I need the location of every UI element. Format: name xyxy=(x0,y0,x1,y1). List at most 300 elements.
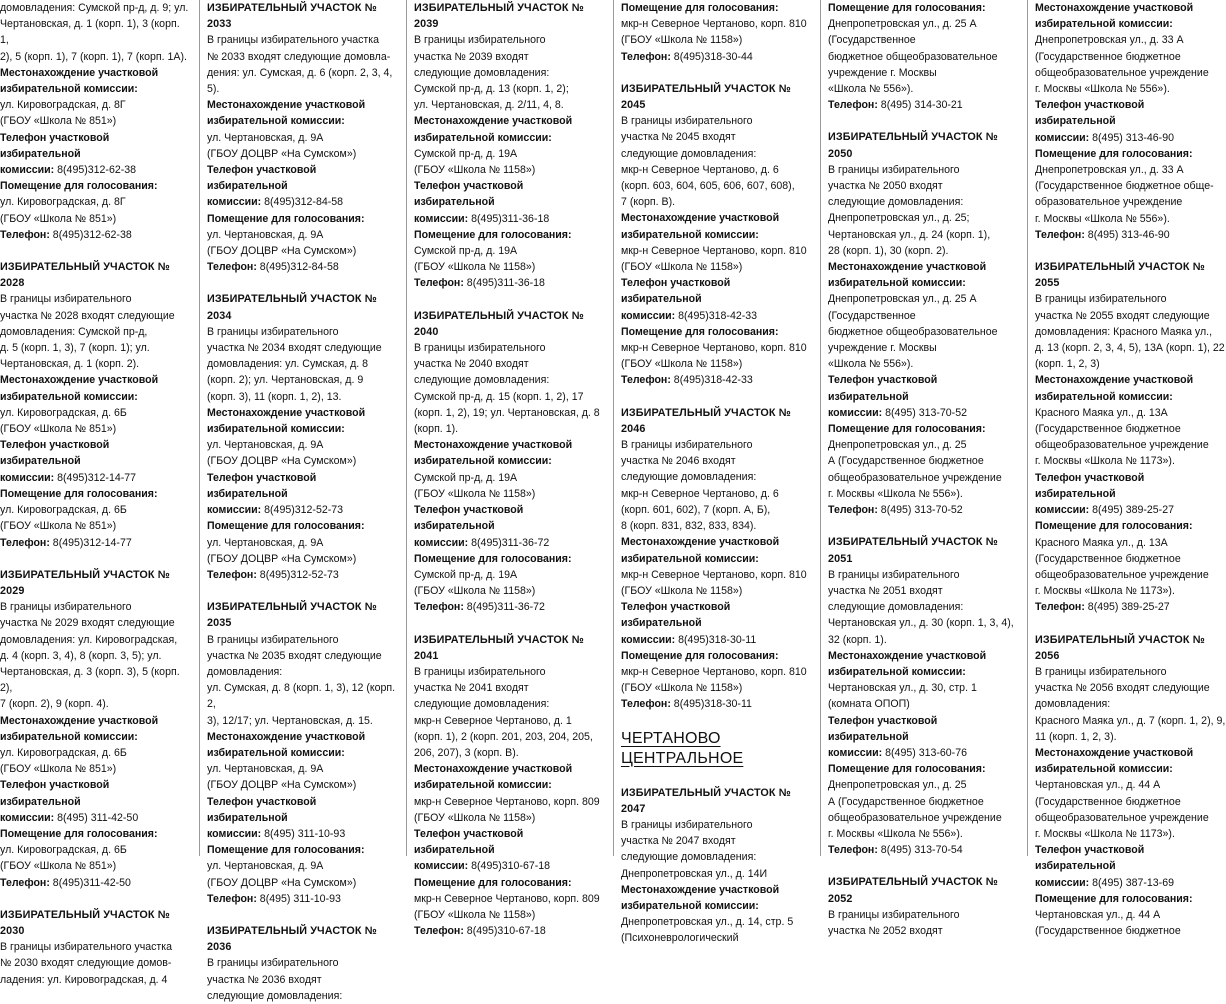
field-label: Местонахождение участковой xyxy=(414,439,573,452)
body-text-line: г. Москвы «Школа № 556»). xyxy=(828,827,963,840)
phone-number: 8(495)318-30-44 xyxy=(670,50,753,63)
phone-number: 8(495)311-36-72 xyxy=(468,536,550,549)
phone-line xyxy=(1035,502,1226,518)
precinct-block xyxy=(0,259,191,551)
precinct-heading: ИЗБИРАТЕЛЬНЫЙ УЧАСТОК № 2029 xyxy=(0,568,170,597)
body-text-line: В границы избирательного xyxy=(414,342,546,355)
body-text-line: образовательное учреждение xyxy=(1035,196,1183,209)
body-text-line: В границы избирательного xyxy=(1035,293,1167,306)
phone-line xyxy=(207,567,398,583)
body-text-line: (Государственное бюджетное xyxy=(1035,50,1181,63)
phone-label: Телефон: xyxy=(414,277,464,290)
body-text-line: следующие домовладения: xyxy=(621,471,757,484)
body-text-line: дения: ул. Сумская, д. 6 (корп. 2, 3, 4, 5). xyxy=(207,66,393,96)
precinct-block xyxy=(0,907,191,988)
body-text-line: В границы избирательного xyxy=(621,115,753,128)
phone-label: Телефон: xyxy=(828,99,878,112)
body-text-line: участка № 2028 входят следующие xyxy=(0,309,175,322)
field-label: Телефон участковой избирательной xyxy=(414,504,524,533)
body-text-line: (корп. 1), 2 (корп. 201, 203, 204, 205, xyxy=(414,730,593,743)
phone-number: 8(495)318-30-11 xyxy=(670,698,752,711)
field-label: избирательной комиссии: xyxy=(207,115,345,128)
body-text-line: учреждение г. Москвы xyxy=(828,342,937,355)
field-label: избирательной комиссии: xyxy=(1035,390,1173,403)
precinct-heading: ИЗБИРАТЕЛЬНЫЙ УЧАСТОК № 2033 xyxy=(207,2,377,31)
field-label: Помещение для голосования: xyxy=(207,520,365,533)
body-text-line: (ГБОУ ДОЦВР «На Сумском») xyxy=(207,779,357,792)
phone-number: 8(495) 313-60-76 xyxy=(882,746,967,759)
phone-label: Телефон: xyxy=(621,374,671,387)
body-text-line: Днепропетровская ул., д. 25 xyxy=(828,779,967,792)
body-text-line: 8 (корп. 831, 832, 833, 834). xyxy=(621,520,757,533)
body-text-line: следующие домовладения: xyxy=(828,196,964,209)
body-text-line: д. 4 (корп. 3, 4), 8 (корп. 3, 5); ул. xyxy=(0,649,162,662)
phone-label: Телефон: xyxy=(621,50,671,63)
phone-number: 8(495)311-36-72 xyxy=(463,601,545,614)
precinct-block xyxy=(1035,632,1226,940)
column-3 xyxy=(414,0,605,938)
field-label: избирательной комиссии: xyxy=(1035,763,1173,776)
field-label: Телефон участковой избирательной xyxy=(414,180,524,209)
phone-number: 8(495)311-42-50 xyxy=(49,876,131,889)
body-text-line: домовладения: xyxy=(1035,698,1111,711)
phone-label: комиссии: xyxy=(207,504,262,517)
phone-label: комиссии: xyxy=(414,860,469,873)
precinct-heading: ИЗБИРАТЕЛЬНЫЙ УЧАСТОК № 2035 xyxy=(207,601,377,630)
body-text-line: мкр-н Северное Чертаново, д. 6 xyxy=(621,487,779,500)
body-text-line: (ГБОУ ДОЦВР «На Сумском») xyxy=(207,552,357,565)
field-label: Местонахождение участковой xyxy=(621,883,780,896)
field-label: избирательной комиссии: xyxy=(1035,18,1173,31)
phone-line xyxy=(828,745,1019,761)
body-text-line: (корп. 1, 2), 19; ул. Чертановская, д. 8 xyxy=(414,406,600,419)
body-text-line: Чертановская, д. 1 (корп. 2). xyxy=(0,358,140,371)
phone-line xyxy=(828,405,1019,421)
body-text-line: (корп. 1). xyxy=(414,423,459,436)
body-text-line: Днепропетровская ул., д. 25 А xyxy=(828,18,977,31)
phone-label: комиссии: xyxy=(414,536,469,549)
phone-number: 8(495)312-84-58 xyxy=(256,261,339,274)
body-text-line: № 2033 входят следующие домовла- xyxy=(207,50,391,63)
body-text-line: (ГБОУ «Школа № 851») xyxy=(0,860,117,873)
body-text-line: (корп. 603, 604, 605, 606, 607, 608), xyxy=(621,180,795,193)
precinct-block xyxy=(207,291,398,583)
field-label: Местонахождение участковой xyxy=(207,406,366,419)
field-label: Телефон участковой избирательной xyxy=(414,827,524,857)
body-text-line: домовладения: xyxy=(207,665,283,678)
body-text-line: 28 (корп. 1), 30 (корп. 2). xyxy=(828,244,949,257)
phone-label: Телефон: xyxy=(0,228,50,241)
phone-line xyxy=(207,502,398,518)
body-text-line: (корп. 2); ул. Чертановская, д. 9 xyxy=(207,374,364,387)
body-text-line: В границы избирательного xyxy=(207,957,339,970)
body-text-line: общеобразовательное учреждение xyxy=(1035,66,1209,79)
phone-label: комиссии: xyxy=(0,164,55,177)
body-text-line: Чертановская ул., д. 30 (корп. 1, 3, 4), xyxy=(828,617,1014,630)
phone-line xyxy=(1035,599,1226,615)
phone-line xyxy=(414,211,605,227)
body-text-line: бюджетное общеобразовательное xyxy=(828,325,998,338)
precinct-heading: ИЗБИРАТЕЛЬНЫЙ УЧАСТОК № 2050 xyxy=(828,131,998,160)
phone-number: 8(495) 313-70-52 xyxy=(877,504,963,517)
body-text-line: общеобразовательное учреждение xyxy=(828,811,1002,824)
body-text-line: (ГБОУ ДОЦВР «На Сумском») xyxy=(207,455,357,468)
phone-number: 8(495) 313-46-90 xyxy=(1084,228,1170,241)
body-text-line: В границы избирательного xyxy=(414,665,546,678)
body-text-line: (ГБОУ «Школа № 1158») xyxy=(414,811,536,824)
column-1 xyxy=(0,0,191,986)
body-text-line: ул. Чертановская, д. 9А xyxy=(207,439,324,452)
body-text-line: участка № 2055 входят следующие xyxy=(1035,309,1210,322)
field-label: Телефон участковой избирательной xyxy=(828,714,938,743)
phone-label: Телефон: xyxy=(0,876,50,889)
precinct-heading: ИЗБИРАТЕЛЬНЫЙ УЧАСТОК № 2055 xyxy=(1035,261,1205,290)
body-text-line: следующие домовладения: xyxy=(621,851,757,864)
field-label: избирательной комиссии: xyxy=(207,746,345,759)
body-text-line: (Государственное бюджетное xyxy=(1035,552,1181,565)
body-text-line: общеобразовательное учреждение xyxy=(1035,568,1209,581)
body-text-line: (ГБОУ «Школа № 851») xyxy=(0,115,117,128)
field-label: Местонахождение участковой xyxy=(828,649,987,662)
body-text-line: мкр-н Северное Чертаново, корп. 810 xyxy=(621,244,807,257)
phone-line xyxy=(0,810,191,826)
body-text-line: 32 (корп. 1). xyxy=(828,633,887,646)
body-text-line: (ГБОУ ДОЦВР «На Сумском») xyxy=(207,245,357,258)
body-text-line: участка № 2056 входят следующие xyxy=(1035,682,1210,695)
precinct-block xyxy=(621,0,812,65)
phone-label: комиссии: xyxy=(828,406,883,419)
body-text-line: В границы избирательного xyxy=(828,908,960,921)
body-text-line: участка № 2045 входят xyxy=(621,131,736,144)
column-5 xyxy=(828,0,1019,937)
body-text-line: Сумской пр-д, д. 15 (корп. 1, 2), 17 xyxy=(414,390,584,403)
column-divider xyxy=(820,0,821,856)
phone-label: Телефон: xyxy=(828,844,878,857)
precinct-block xyxy=(414,0,605,292)
body-text-line: д. 13 (корп. 2, 3, 4, 5), 13А (корп. 1), 22 xyxy=(1035,342,1225,355)
precinct-block xyxy=(0,567,191,891)
body-text-line: ул. Кировоградская, д. 6Б xyxy=(0,844,127,857)
field-label: Помещение для голосования: xyxy=(0,487,158,500)
field-label: Помещение для голосования: xyxy=(621,2,779,14)
body-text-line: д. 5 (корп. 1, 3), 7 (корп. 1); ул. xyxy=(0,342,150,355)
body-text-line: (ГБОУ «Школа № 1158») xyxy=(621,584,743,597)
body-text-line: участка № 2050 входят xyxy=(828,180,943,193)
body-text-line: участка № 2047 входят xyxy=(621,835,736,848)
precinct-block xyxy=(207,923,398,1004)
phone-line xyxy=(0,227,191,243)
body-text-line: (ГБОУ «Школа № 1158») xyxy=(621,358,743,371)
column-4 xyxy=(621,0,812,945)
phone-line xyxy=(414,858,605,874)
body-text-line: (Государственное xyxy=(828,34,916,47)
body-text-line: участка № 2034 входят следующие xyxy=(207,342,382,355)
phone-label: комиссии: xyxy=(1035,504,1090,517)
field-label: Помещение для голосования: xyxy=(828,2,986,14)
field-label: Помещение для голосования: xyxy=(1035,147,1193,160)
field-label: Помещение для голосования: xyxy=(414,876,572,889)
body-text-line: ул. Чертановская, д. 9А xyxy=(207,763,324,776)
body-text-line: участка № 2046 входят xyxy=(621,455,736,468)
column-6 xyxy=(1035,0,1226,938)
body-text-line: Днепропетровская ул., д. 33 А xyxy=(1035,164,1184,177)
phone-label: комиссии: xyxy=(207,196,262,209)
body-text-line: участка № 2040 входят xyxy=(414,358,529,371)
precinct-heading: ИЗБИРАТЕЛЬНЫЙ УЧАСТОК № 2030 xyxy=(0,908,170,937)
field-label: Телефон участковой избирательной xyxy=(1035,844,1145,873)
body-text-line: В границы избирательного участка xyxy=(207,34,380,47)
body-text-line: ул. Чертановская, д. 2/11, 4, 8. xyxy=(414,99,564,112)
phone-line xyxy=(621,372,812,388)
body-text-line: следующие домовладения: xyxy=(414,698,550,711)
precinct-heading: ИЗБИРАТЕЛЬНЫЙ УЧАСТОК № 2056 xyxy=(1035,633,1205,662)
precinct-block xyxy=(828,0,1019,113)
field-label: Местонахождение участковой xyxy=(207,730,366,743)
body-text-line: (Государственное xyxy=(828,309,916,322)
phone-line xyxy=(1035,130,1226,146)
body-text-line: домовладения: Сумской пр-д, д. 9; ул. xyxy=(0,2,189,14)
phone-line xyxy=(0,535,191,551)
body-text-line: г. Москвы «Школа № 1173»). xyxy=(1035,585,1175,598)
body-text-line: следующие домовладения: xyxy=(621,147,757,160)
phone-number: 8(495)311-36-18 xyxy=(463,277,545,290)
precinct-block xyxy=(828,534,1019,858)
field-label: Помещение для голосования: xyxy=(207,844,365,857)
body-text-line: (ГБОУ «Школа № 851») xyxy=(0,423,117,436)
body-text-line: (Государственное бюджетное xyxy=(1035,423,1181,436)
body-text-line: мкр-н Северное Чертаново, д. 1 xyxy=(414,714,572,727)
body-text-line: Сумской пр-д, д. 13 (корп. 1, 2); xyxy=(414,83,569,96)
field-label: избирательной комиссии: xyxy=(0,83,138,96)
body-text-line: А (Государственное бюджетное xyxy=(828,455,984,468)
precinct-block xyxy=(828,129,1019,518)
body-text-line: (ГБОУ ДОЦВР «На Сумском») xyxy=(207,876,357,889)
body-text-line: г. Москвы «Школа № 556»). xyxy=(828,487,963,500)
body-text-line: «Школа № 556»). xyxy=(828,83,914,96)
body-text-line: (ГБОУ «Школа № 1158») xyxy=(621,34,743,47)
field-label: избирательной комиссии: xyxy=(828,665,966,678)
phone-line xyxy=(207,826,398,842)
field-label: Телефон участковой избирательной xyxy=(1035,471,1145,500)
body-text-line: мкр-н Северное Чертаново, д. 6 xyxy=(621,163,779,176)
phone-number: 8(495)310-67-18 xyxy=(468,860,551,873)
phone-line xyxy=(414,923,605,939)
precinct-block xyxy=(414,308,605,616)
precinct-heading: ИЗБИРАТЕЛЬНЫЙ УЧАСТОК № 2051 xyxy=(828,536,998,565)
field-label: Телефон участковой избирательной xyxy=(0,779,110,808)
precinct-block xyxy=(207,0,398,275)
body-text-line: Чертановская ул., д. 44 А xyxy=(1035,779,1161,792)
field-label: Телефон участковой избирательной xyxy=(1035,99,1145,128)
precinct-block xyxy=(621,81,812,389)
phone-number: 8(495) 389-25-27 xyxy=(1089,504,1174,517)
body-text-line: В границы избирательного xyxy=(828,568,960,581)
precinct-block xyxy=(414,632,605,940)
field-label: Местонахождение участковой xyxy=(0,374,159,387)
body-text-line: мкр-н Северное Чертаново, корп. 810 xyxy=(621,665,807,678)
column-divider xyxy=(406,0,407,856)
body-text-line: общеобразовательное учреждение xyxy=(1035,439,1209,452)
body-text-line: (ГБОУ «Школа № 1158») xyxy=(414,261,536,274)
phone-number: 8(495)318-42-33 xyxy=(675,309,758,322)
field-label: Помещение для голосования: xyxy=(828,763,986,776)
phone-label: комиссии: xyxy=(621,633,676,646)
body-text-line: (корп. 1, 2, 3) xyxy=(1035,358,1100,371)
phone-line xyxy=(207,891,398,907)
body-text-line: Сумской пр-д, д. 19А xyxy=(414,245,518,258)
body-text-line: (ГБОУ «Школа № 1158») xyxy=(414,585,536,598)
field-label: Местонахождение участковой xyxy=(414,115,573,128)
body-text-line: ул. Кировоградская, д. 6Б xyxy=(0,746,127,759)
phone-number: 8(495) 387-13-69 xyxy=(1089,876,1174,889)
field-label: избирательной комиссии: xyxy=(414,779,552,792)
field-label: Помещение для голосования: xyxy=(207,212,365,225)
body-text-line: бюджетное общеобразовательное xyxy=(828,50,998,63)
body-text-line: Красного Маяка ул., д. 13А xyxy=(1035,536,1168,549)
phone-number: 8(495)312-62-38 xyxy=(54,164,137,177)
field-label: Помещение для голосования: xyxy=(414,552,572,565)
precinct-heading: ИЗБИРАТЕЛЬНЫЙ УЧАСТОК № 2045 xyxy=(621,82,791,112)
body-text-line: Днепропетровская ул., д. 14, стр. 5 xyxy=(621,916,794,929)
body-text-line: (ГБОУ «Школа № 1158») xyxy=(621,261,743,274)
phone-label: комиссии: xyxy=(621,309,676,322)
body-text-line: ул. Кировоградская, д. 6Б xyxy=(0,504,127,517)
phone-number: 8(495) 313-70-54 xyxy=(877,844,963,857)
field-label: Местонахождение участковой xyxy=(1035,746,1194,759)
body-text-line: Днепропетровская ул., д. 25 xyxy=(828,439,967,452)
body-text-line: В границы избирательного xyxy=(0,293,132,306)
phone-number: 8(495)312-62-38 xyxy=(49,228,132,241)
phone-line xyxy=(207,259,398,275)
column-2 xyxy=(207,0,398,1002)
precinct-block xyxy=(207,599,398,907)
body-text-line: (ГБОУ ДОЦВР «На Сумском») xyxy=(207,147,357,160)
field-label: избирательной комиссии: xyxy=(621,228,759,241)
body-text-line: Днепропетровская ул., д. 25 А xyxy=(828,293,977,306)
body-text-line: В границы избирательного xyxy=(414,34,546,47)
field-label: Местонахождение участковой xyxy=(207,99,366,112)
body-text-line: участка № 2029 входят следующие xyxy=(0,617,175,630)
body-text-line: домовладения: Сумской пр-д, xyxy=(0,325,148,338)
body-text-line: Сумской пр-д, д. 19А xyxy=(414,471,518,484)
body-text-line: домовладения: ул. Кировоградская, xyxy=(0,633,178,646)
phone-number: 8(495) 311-10-93 xyxy=(256,892,341,905)
body-text-line: В границы избирательного xyxy=(0,601,132,614)
body-text-line: (ГБОУ «Школа № 1158») xyxy=(414,908,536,921)
field-label: Телефон участковой избирательной xyxy=(207,795,317,824)
body-text-line: ул. Чертановская, д. 9А xyxy=(207,131,324,144)
field-label: Помещение для голосования: xyxy=(414,228,572,241)
body-text-line: (Государственное бюджетное xyxy=(1035,795,1181,808)
phone-number: 8(495) 313-46-90 xyxy=(1089,131,1174,144)
precinct-heading: ИЗБИРАТЕЛЬНЫЙ УЧАСТОК № 2036 xyxy=(207,924,377,954)
body-text-line: «Школа № 556»). xyxy=(828,358,914,371)
precinct-block xyxy=(0,0,191,243)
body-text-line: общеобразовательное учреждение xyxy=(1035,811,1209,824)
phone-line xyxy=(207,194,398,210)
phone-number: 8(495)312-14-77 xyxy=(49,536,132,549)
body-text-line: В границы избирательного xyxy=(621,439,753,452)
phone-label: комиссии: xyxy=(0,811,55,824)
field-label: избирательной комиссии: xyxy=(414,455,552,468)
body-text-line: Чертановская, д. 1 (корп. 1), 3 (корп. 1, xyxy=(0,18,180,47)
body-text-line: № 2030 входят следующие домов- xyxy=(0,957,172,970)
precinct-heading: ИЗБИРАТЕЛЬНЫЙ УЧАСТОК № 2041 xyxy=(414,633,584,662)
body-text-line: В границы избирательного xyxy=(207,325,339,338)
precinct-block xyxy=(621,405,812,713)
field-label: Местонахождение участковой xyxy=(1035,374,1194,387)
precinct-block xyxy=(828,874,1019,939)
body-text-line: Красного Маяка ул., д. 7 (корп. 1, 2), 9, xyxy=(1035,714,1226,727)
body-text-line: В границы избирательного xyxy=(828,163,960,176)
precinct-block xyxy=(621,785,812,947)
field-label: избирательной комиссии: xyxy=(414,131,552,144)
body-text-line: (корп. 3), 11 (корп. 1, 2), 13. xyxy=(207,390,342,403)
body-text-line: (Государственное бюджетное обще- xyxy=(1035,180,1214,193)
body-text-line: участка № 2052 входят xyxy=(828,924,943,937)
field-label: Помещение для голосования: xyxy=(0,180,158,193)
body-text-line: Днепропетровская ул., д. 33 А xyxy=(1035,34,1184,47)
body-text-line: Чертановская ул., д. 30, стр. 1 xyxy=(828,682,977,695)
body-text-line: В границы избирательного участка xyxy=(0,941,173,954)
phone-number: 8(495)312-52-73 xyxy=(261,504,344,517)
field-label: Телефон участковой избирательной xyxy=(621,601,731,630)
body-text-line: (ГБОУ «Школа № 851») xyxy=(0,520,117,533)
body-text-line: 11 (корп. 1, 2, 3). xyxy=(1035,730,1117,743)
body-text-line: Сумской пр-д, д. 19А xyxy=(414,147,518,160)
field-label: Помещение для голосования: xyxy=(0,827,158,840)
phone-line xyxy=(414,275,605,291)
phone-label: комиссии: xyxy=(828,746,883,759)
body-text-line: В границы избирательного xyxy=(1035,665,1167,678)
body-text-line: Чертановская, д. 3 (корп. 3), 5 (корп. 2), xyxy=(0,665,180,695)
body-text-line: (ГБОУ «Школа № 851») xyxy=(0,763,117,776)
phone-label: комиссии: xyxy=(207,827,262,840)
field-label: Помещение для голосования: xyxy=(1035,520,1193,533)
precinct-block xyxy=(1035,259,1226,615)
body-text-line: мкр-н Северное Чертаново, корп. 810 xyxy=(621,568,807,581)
field-label: Телефон участковой избирательной xyxy=(0,439,110,468)
phone-number: 8(495) 311-10-93 xyxy=(261,827,346,840)
precinct-heading: ИЗБИРАТЕЛЬНЫЙ УЧАСТОК № 2047 xyxy=(621,786,791,815)
field-label: Телефон участковой избирательной xyxy=(828,374,938,403)
column-divider xyxy=(199,0,200,856)
field-label: избирательной комиссии: xyxy=(621,552,759,565)
body-text-line: (ГБОУ «Школа № 851») xyxy=(0,212,117,225)
body-text-line: домовладения: ул. Сумская, д. 8 xyxy=(207,358,369,371)
phone-line xyxy=(414,535,605,551)
field-label: избирательной комиссии: xyxy=(0,390,138,403)
field-label: избирательной комиссии: xyxy=(828,277,966,290)
body-text-line: участка № 2039 входят xyxy=(414,50,529,63)
body-text-line: В границы избирательного xyxy=(207,633,339,646)
phone-number: 8(495)310-67-18 xyxy=(463,925,546,938)
phone-label: Телефон: xyxy=(414,925,464,938)
phone-line xyxy=(0,875,191,891)
phone-number: 8(495)311-36-18 xyxy=(468,212,550,225)
body-text-line: участка № 2035 входят следующие xyxy=(207,649,382,662)
body-text-line: ул. Кировоградская, д. 6Б xyxy=(0,406,127,419)
phone-line xyxy=(1035,227,1226,243)
field-label: Помещение для голосования: xyxy=(621,649,779,662)
phone-label: комиссии: xyxy=(1035,131,1090,144)
phone-number: 8(495) 311-42-50 xyxy=(54,811,139,824)
body-text-line: (Государственное бюджетное xyxy=(1035,925,1181,938)
precinct-heading: ИЗБИРАТЕЛЬНЫЙ УЧАСТОК № 2028 xyxy=(0,261,170,290)
phone-label: Телефон: xyxy=(0,536,50,549)
body-text-line: мкр-н Северное Чертаново, корп. 810 xyxy=(621,342,807,355)
body-text-line: ладения: ул. Кировоградская, д. 4 xyxy=(0,973,168,986)
